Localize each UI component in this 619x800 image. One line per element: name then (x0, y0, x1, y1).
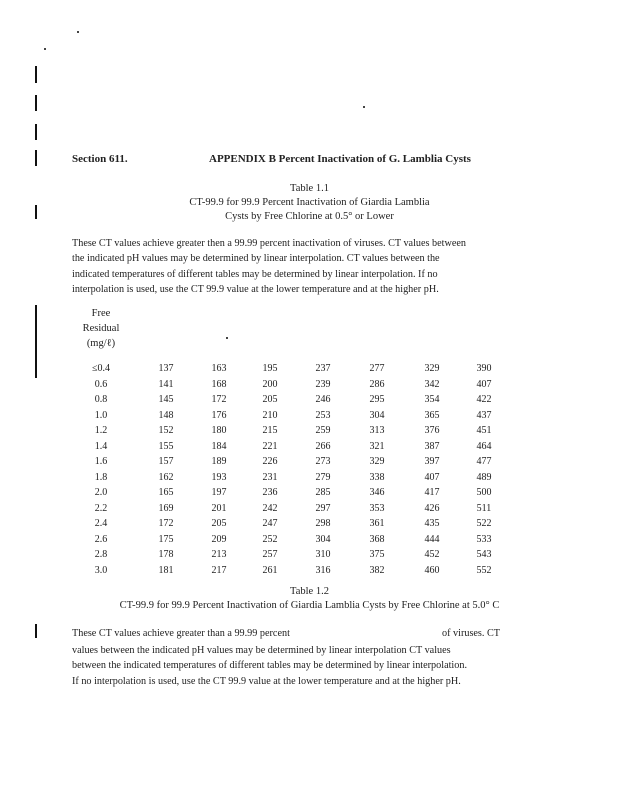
ct-value-cell: 452 (424, 549, 440, 560)
revision-bar (35, 624, 37, 638)
revision-bar (35, 150, 37, 166)
residual-cell: 3.0 (94, 564, 108, 576)
ct-value-cell: 155 (158, 440, 174, 452)
ct-value-cell: 201 (211, 502, 227, 514)
ct-value-cell: 215 (262, 425, 278, 436)
ct-value-cell: 533 (476, 533, 492, 545)
ct-value-cell: 205 (211, 518, 227, 529)
ct-value-cell: 552 (476, 564, 492, 576)
ct-value-cell: 259 (315, 425, 331, 436)
intro-line: If no interpolation is used, use the CT 99.9 value at the lower temperature and at the higher pH. (72, 675, 461, 687)
ct-value-cell: 316 (315, 564, 331, 576)
ct-value-cell: 221 (262, 440, 278, 452)
ct-value-cell: 157 (158, 456, 174, 467)
ct-value-cell: 382 (369, 564, 385, 576)
ct-value-cell: 141 (158, 378, 174, 390)
ct-value-cell: 242 (262, 502, 278, 514)
ct-value-cell: 500 (476, 487, 492, 498)
table2-label: Table 1.2 (290, 586, 329, 597)
residual-cell: 0.8 (94, 394, 108, 405)
ct-value-cell: 422 (476, 394, 492, 405)
revision-bar (35, 305, 37, 378)
ct-value-cell: 437 (476, 409, 492, 421)
intro-line: interpolation is used, use the CT 99.9 value at the lower temperature and at the higher pH. (72, 283, 439, 295)
ct-value-cell: 195 (262, 363, 278, 374)
ct-value-cell: 543 (476, 549, 492, 560)
ct-value-cell: 285 (315, 487, 331, 498)
ct-value-cell: 261 (262, 564, 278, 576)
ct-value-cell: 511 (476, 502, 492, 514)
ct-value-cell: 172 (158, 518, 174, 529)
scan-speck (226, 337, 228, 339)
ct-value-cell: 168 (211, 378, 227, 390)
header-line: Free (91, 308, 111, 319)
ct-value-cell: 304 (315, 533, 331, 545)
residual-cell: ≤0.4 (92, 363, 110, 374)
ct-value-cell: 209 (211, 533, 227, 545)
table2-intro-first-b: of viruses. CT (442, 628, 501, 639)
ct-value-cell: 435 (424, 518, 440, 529)
ct-value-cell: 231 (262, 471, 278, 483)
ct-value-cell: 148 (158, 409, 174, 421)
ct-value-cell: 477 (476, 456, 492, 467)
residual-cell: 1.4 (94, 440, 108, 452)
ct-value-cell: 184 (211, 440, 227, 452)
ct-value-cell: 181 (158, 564, 174, 576)
ct-value-cell: 253 (315, 409, 331, 421)
residual-cell: 2.0 (94, 487, 108, 498)
ct-value-cell: 387 (424, 440, 440, 452)
ct-value-cell: 426 (424, 502, 440, 514)
ct-value-cell: 178 (158, 549, 174, 560)
header-line: Residual (82, 323, 120, 334)
scan-speck (363, 106, 365, 108)
ct-value-cell: 162 (158, 471, 174, 483)
ct-value-cell: 200 (262, 378, 278, 390)
residual-cell: 2.8 (94, 549, 108, 560)
residual-cell: 2.2 (94, 502, 108, 514)
table1-title-line1: CT-99.9 for 99.9 Percent Inactivation of Giardia Lamblia (189, 197, 430, 208)
ct-value-cell: 205 (262, 394, 278, 405)
ct-value-cell: 460 (424, 564, 440, 576)
ct-value-cell: 444 (424, 533, 440, 545)
ct-value-cell: 464 (476, 440, 492, 452)
ct-value-cell: 277 (369, 363, 385, 374)
ct-value-cell: 163 (211, 363, 227, 374)
residual-cell: 0.6 (94, 378, 108, 390)
intro-line: These CT values achieve greater then a 99.99 percent inactivation of viruses. CT values between (72, 238, 466, 249)
ct-value-cell: 298 (315, 518, 331, 529)
ct-value-cell: 451 (476, 425, 492, 436)
ct-value-cell: 189 (211, 456, 227, 467)
ct-value-cell: 286 (369, 378, 385, 390)
ct-value-cell: 257 (262, 549, 278, 560)
ct-value-cell: 365 (424, 409, 440, 421)
ct-value-cell: 397 (424, 456, 440, 467)
residual-cell: 1.6 (94, 456, 108, 467)
intro-line: indicated temperatures of different tables may be determined by linear interpolation. If no (72, 268, 438, 280)
ct-value-cell: 297 (315, 502, 331, 514)
table2-intro-first-a: These CT values achieve greater than a 99.99 percent (72, 628, 290, 639)
table2-intro (72, 643, 562, 689)
intro-line: between the indicated temperatures of different tables may be determined by linear interpolation. (72, 660, 467, 672)
intro-line: values between the indicated pH values may be determined by linear interpolation CT values (72, 645, 451, 656)
residual-cell: 1.2 (94, 425, 108, 436)
table2-title: CT-99.9 for 99.9 Percent Inactivation of Giardia Lamblia Cysts by Free Chlorine at 5.0° C (119, 600, 500, 611)
ct-value-cell: 180 (211, 425, 227, 436)
ct-value-cell: 213 (211, 549, 227, 560)
ct-value-cell: 279 (315, 471, 331, 483)
ct-value-cell: 197 (211, 487, 227, 498)
ct-value-cell: 407 (476, 378, 492, 390)
ct-value-cell: 313 (369, 425, 385, 436)
residual-cell: 2.6 (94, 533, 108, 545)
revision-bar (35, 95, 37, 111)
ct-value-cell: 169 (158, 502, 174, 514)
ct-value-cell: 338 (369, 471, 385, 483)
ct-value-cell: 346 (369, 487, 385, 498)
ct-value-cell: 210 (262, 409, 278, 421)
ct-value-cell: 376 (424, 425, 440, 436)
ct-value-cell: 375 (369, 549, 385, 560)
table1-title-line2: Cysts by Free Chlorine at 0.5° or Lower (225, 211, 394, 222)
ct-value-cell: 295 (369, 394, 385, 405)
ct-value-cell: 237 (315, 363, 331, 374)
ct-value-cell: 354 (424, 394, 440, 405)
residual-cell: 1.8 (94, 471, 108, 483)
ct-value-cell: 417 (424, 487, 440, 498)
revision-bar (35, 124, 37, 140)
residual-cell: 2.4 (94, 518, 108, 529)
ct-value-cell: 145 (158, 394, 174, 405)
ct-value-cell: 329 (424, 363, 440, 374)
ct-value-cell: 152 (158, 425, 174, 436)
ct-value-cell: 361 (369, 518, 385, 529)
intro-line: the indicated pH values may be determined by linear interpolation. CT values between the (72, 253, 440, 265)
ct-value-cell: 217 (211, 564, 227, 576)
ct-value-cell: 368 (369, 533, 385, 545)
table1-label: Table 1.1 (290, 183, 329, 194)
ct-value-cell: 304 (369, 409, 385, 421)
section-number: Section 611. (72, 153, 128, 165)
appendix-title: APPENDIX B Percent Inactivation of G. Lamblia Cysts (209, 153, 471, 165)
ct-value-cell: 273 (315, 456, 331, 467)
ct-value-cell: 236 (262, 487, 278, 498)
ct-value-cell: 329 (369, 456, 385, 467)
ct-value-cell: 247 (262, 518, 278, 529)
scan-speck (77, 31, 79, 33)
ct-value-cell: 342 (424, 378, 440, 390)
ct-value-cell: 226 (262, 456, 278, 467)
ct-value-cell: 353 (369, 502, 385, 514)
ct-value-cell: 176 (211, 409, 227, 421)
ct-value-cell: 175 (158, 533, 174, 545)
table1-intro (72, 236, 550, 297)
ct-value-cell: 252 (262, 533, 278, 545)
scan-speck (44, 48, 46, 50)
revision-bar (35, 66, 37, 83)
ct-value-cell: 310 (315, 549, 331, 560)
free-residual-header (66, 306, 136, 351)
ct-value-cell: 172 (211, 394, 227, 405)
ct-value-cell: 489 (476, 471, 492, 483)
header-line: (mg/ℓ) (86, 338, 116, 349)
ct-value-cell: 522 (476, 518, 492, 529)
ct-value-cell: 321 (369, 440, 385, 452)
ct-value-cell: 239 (315, 378, 331, 390)
ct-value-cell: 137 (158, 363, 174, 374)
ct-value-cell: 246 (315, 394, 331, 405)
ct-value-cell: 407 (424, 471, 440, 483)
ct-value-cell: 266 (315, 440, 331, 452)
ct-value-cell: 390 (476, 363, 492, 374)
residual-cell: 1.0 (94, 409, 108, 421)
ct-value-cell: 193 (211, 471, 227, 483)
ct-value-cell: 165 (158, 487, 174, 498)
